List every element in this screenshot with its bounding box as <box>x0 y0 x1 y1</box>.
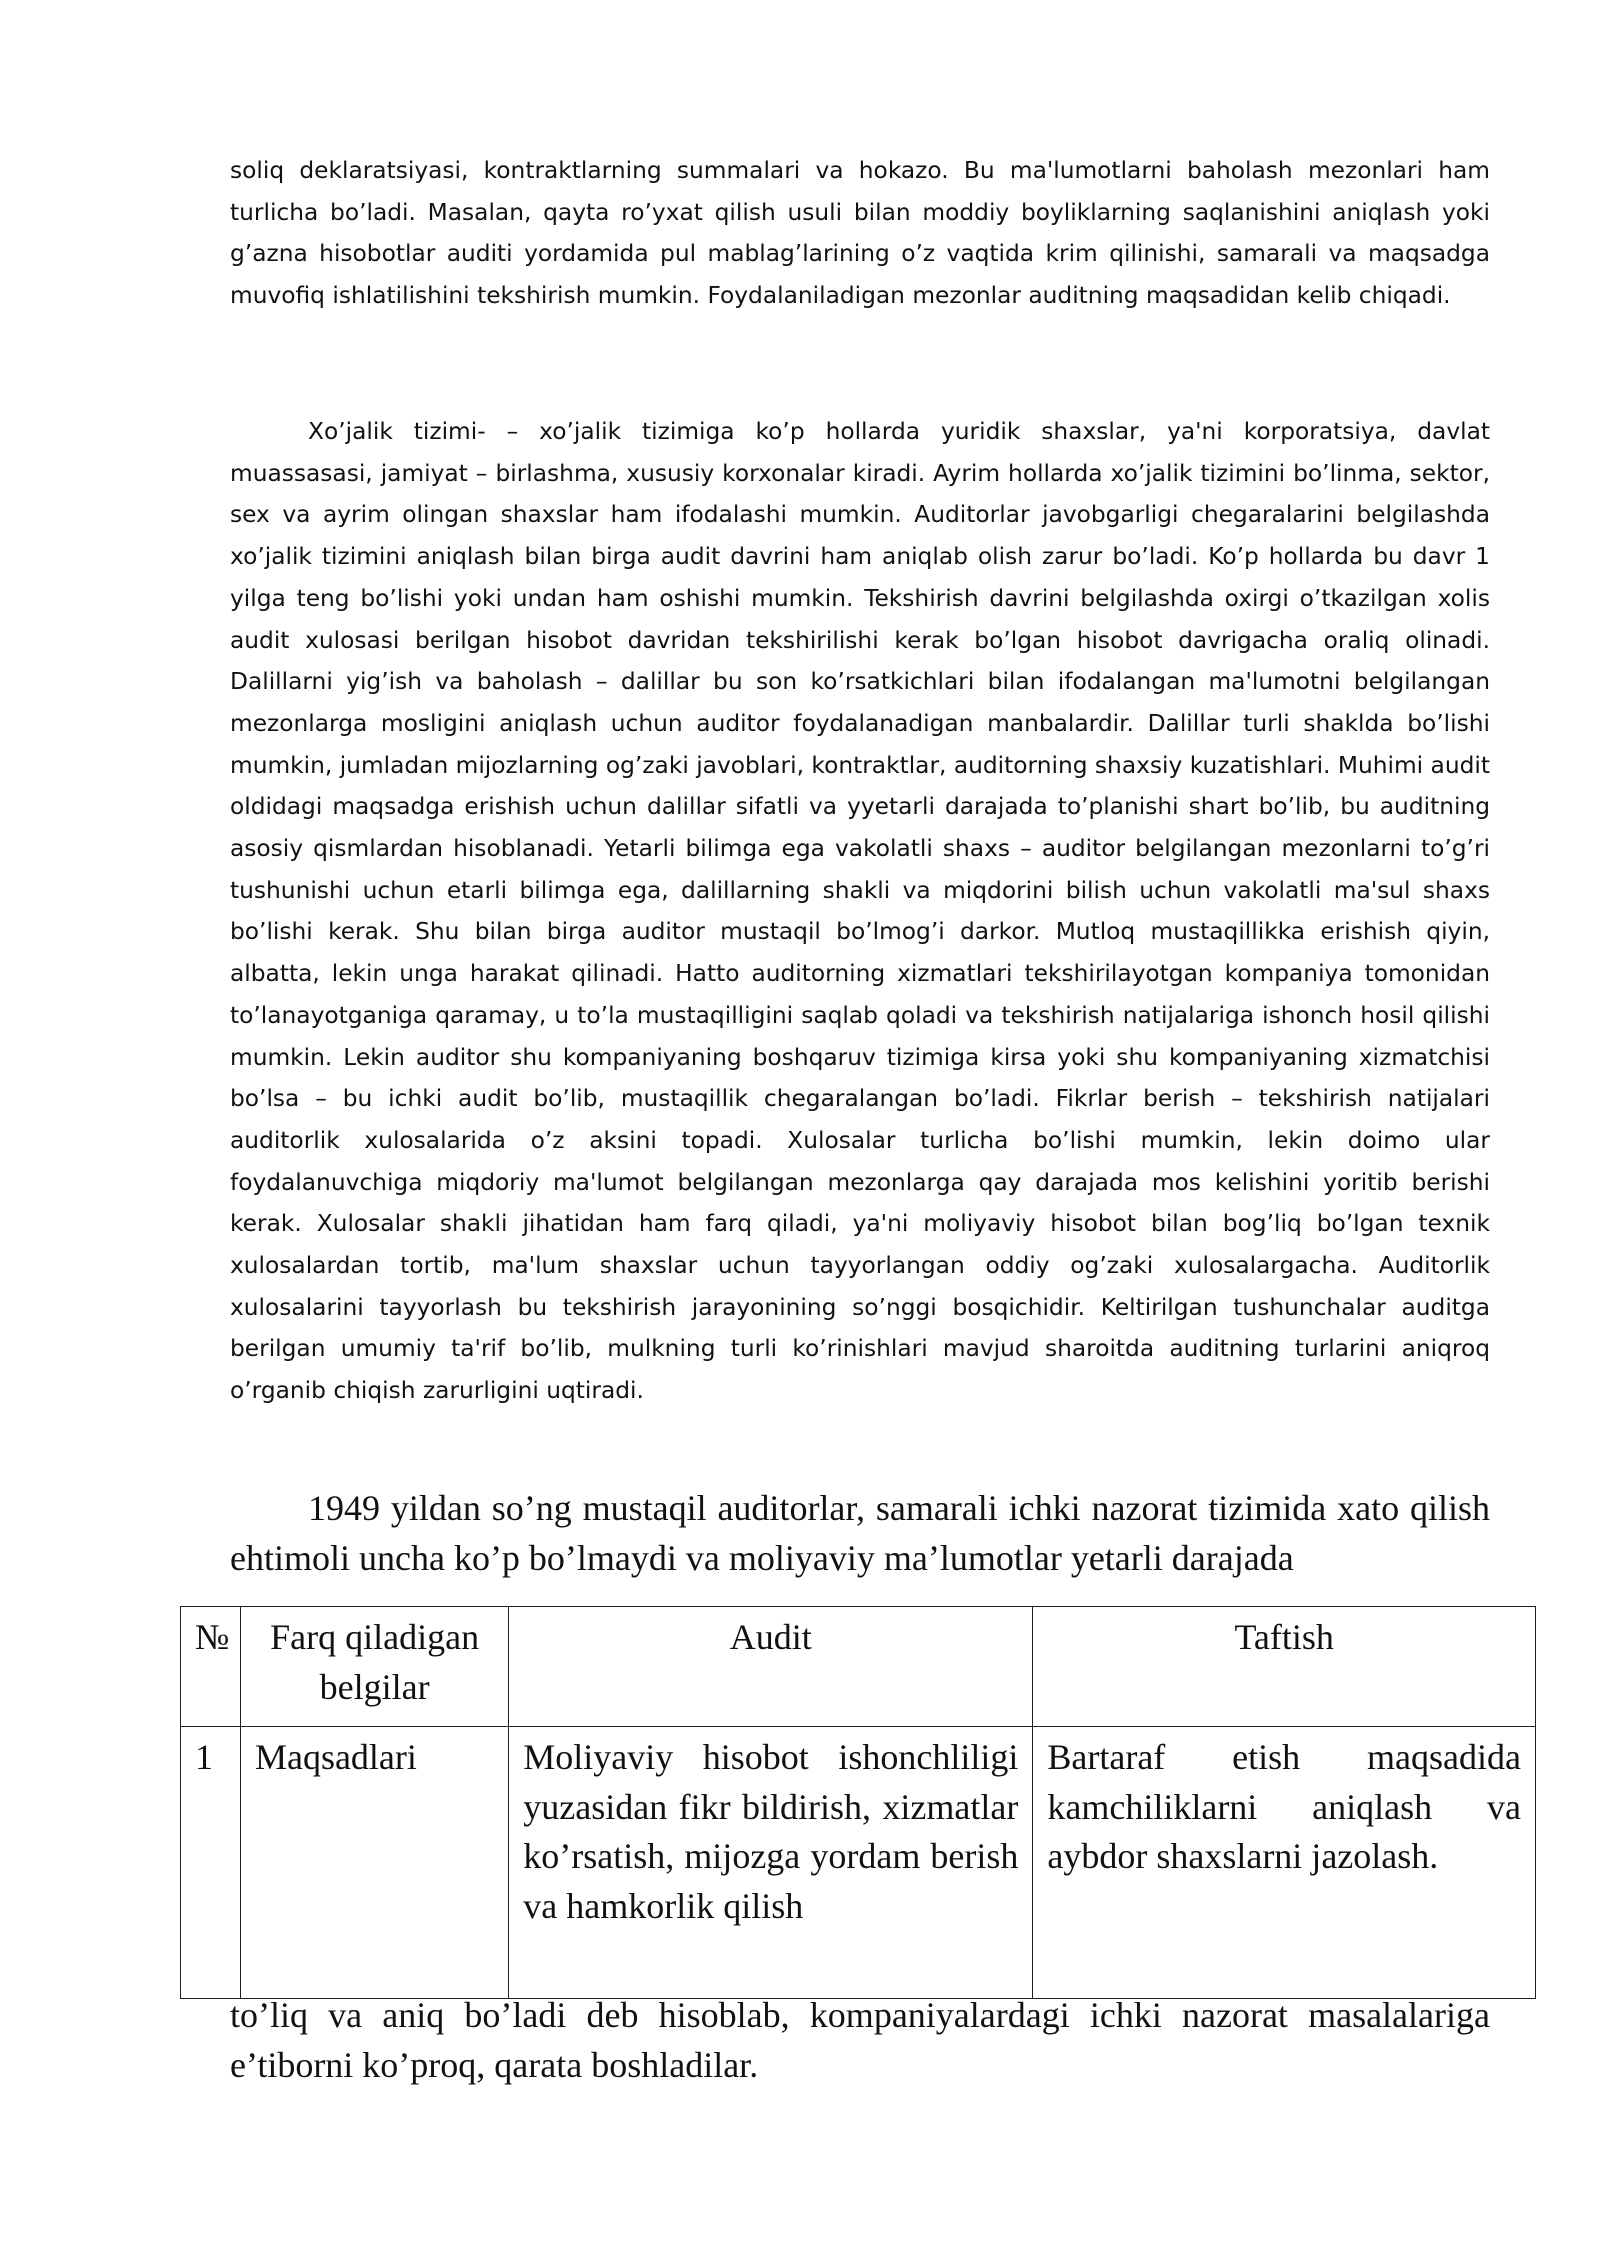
paragraph-audit-criteria: soliq deklaratsiyasi, kontraktlarning summalari va hokazo. Bu ma'lumotlarni baholash mezonlari ham turlicha bo’ladi. Masalan, qayta ro’yxat qilish usuli bilan moddiy boyliklarning saqlanishini aniqlash yoki g’azna hisobotlar auditi yordamida pul mablag’larining o’z vaqtida krim qilinishi, samarali va maqsadga muvofiq ishlatilishini tekshirish mumkin. Foydalaniladigan mezonlar auditning maqsadidan kelib chiqadi. <box>230 157 1490 310</box>
paragraph-1949-continuation: to’liq va aniq bo’ladi deb hisoblab, kompaniyalardagi ichki nazorat masalalariga e’tiborni ko’proq, qarata boshladilar. <box>230 1995 1490 2085</box>
header-feature: Farq qiladigan belgilar <box>240 1607 508 1727</box>
row-number: 1 <box>181 1727 241 1999</box>
row-audit: Moliyaviy hisobot ishonchliligi yuzasidan fikr bildirish, xizmatlar ko’rsatish, mijozga yordam berish va hamkorlik qilish <box>509 1727 1033 1999</box>
paragraph-economic-system: Xo’jalik tizimi- – xo’jalik tizimiga ko’p hollarda yuridik shaxslar, ya'ni korporatsiya, davlat muassasasi, jamiyat – birlashma, xususiy korxonalar kiradi. Ayrim hollarda xo’jalik tizimini bo’linma, sektor, sex va ayrim olingan shaxslar ham ifodalashi mumkin. Auditorlar javobgarligi chegaralarini belgilashda xo’jalik tizimini aniqlash bilan birga audit davrini ham aniqlab olish zarur bo’ladi. Ko’p hollarda bu davr 1 yilga teng bo’lishi yoki undan ham oshishi mumkin. Tekshirish davrini belgilashda oxirgi o’tkazilgan xolis audit xulosasi berilgan hisobot davridan tekshirilishi kerak bo’lgan hisobot davrigacha oraliq olinadi. Dalillarni yig’ish va baholash – dalillar bu son ko’rsatkichlari bilan ifodalangan ma'lumotni belgilangan mezonlarga mosligini aniqlash uchun auditor foydalanadigan manbalardir. Dalillar turli shaklda bo’lishi mumkin, jumladan mijozlarning og’zaki javoblari, kontraktlar, auditorning shaxsiy kuzatishlari. Muhimi audit oldidagi maqsadga erishish uchun dalillar sifatli va yyetarli darajada to’planishi shart bo’lib, bu auditning asosiy qismlardan hisoblanadi. Yetarli bilimga ega vakolatli shaxs – auditor belgilangan mezonlarni to’g’ri tushunishi uchun etarli bilimga ega, dalillarning shakli va miqdorini bilish uchun vakolatli ma'sul shaxs bo’lishi kerak. Shu bilan birga auditor mustaqil bo’lmog’i darkor. Mutloq mustaqillikka erishish qiyin, albatta, lekin unga harakat qilinadi. Hatto auditorning xizmatlari tekshirilayotgan kompaniya tomonidan to’lanayotganiga qaramay, u to’la mustaqilligini saqlab qoladi va tekshirish natijalariga ishonch hosil qilishi mumkin. Lekin auditor shu kompaniyaning boshqaruv tizimiga kirsa yoki shu kompaniyaning xizmatchisi bo’lsa – bu ichki audit bo’lib, mustaqillik chegaralangan bo’ladi. Fikrlar berish – tekshirish natijalari auditorlik xulosalarida o’z aksini topadi. Xulosalar turlicha bo’lishi mumkin, lekin doimo ular foydalanuvchiga miqdoriy ma'lumot belgilangan mezonlarga qay darajada mos kelishini yoritib berishi kerak. Xulosalar shakli jihatidan ham farq qiladi, ya'ni moliyaviy hisobot bilan bog’liq bo’lgan texnik xulosalardan tortib, ma'lum shaxslar uchun tayyorlangan oddiy og’zaki xulosalargacha. Auditorlik xulosalarini tayyorlash bu tekshirish jarayonining so’nggi bosqichidir. Keltirilgan tushunchalar auditga berilgan umumiy ta'rif bo’lib, mulkning turli ko’rinishlari mavjud sharoitda auditning turlarini aniqroq o’rganib chiqish zarurligini uqtiradi. <box>230 418 1490 1405</box>
table-header-row <box>181 1607 1536 1727</box>
header-audit: Audit <box>509 1607 1033 1727</box>
table-row <box>181 1727 1536 1999</box>
header-taftish: Taftish <box>1033 1607 1536 1727</box>
audit-vs-taftish-table <box>180 1606 1536 1999</box>
row-taftish: Bartaraf etish maqsadida kamchiliklarni aniqlash va aybdor shaxslarni jazolash. <box>1033 1727 1536 1999</box>
header-number: № <box>181 1607 241 1727</box>
paragraph-1949-intro: 1949 yildan so’ng mustaqil auditorlar, samarali ichki nazorat tizimida xato qilish ehtimoli uncha ko’p bo’lmaydi va moliyaviy ma’lumotlar yetarli darajada <box>230 1488 1490 1578</box>
row-feature: Maqsadlari <box>240 1727 508 1999</box>
